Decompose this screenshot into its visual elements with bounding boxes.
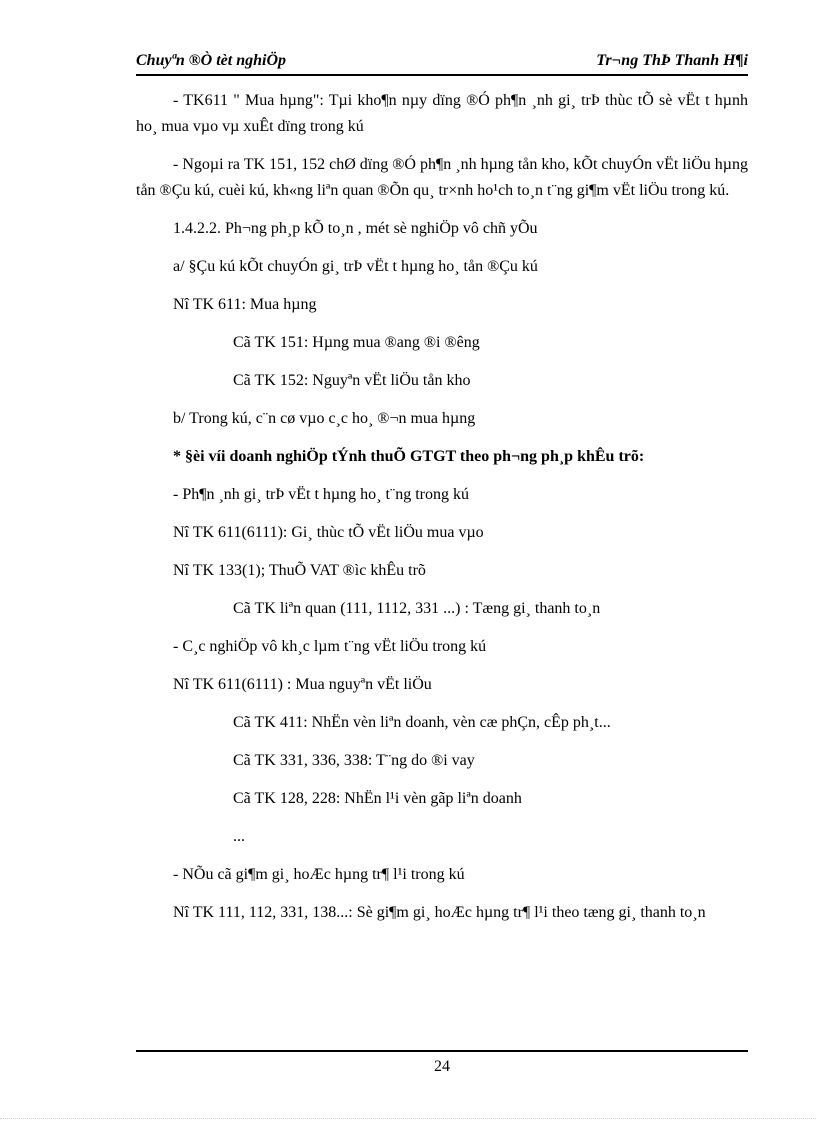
entry-credit: Cã TK 151: Hµng mua ®ang ®i ®êng: [233, 334, 480, 351]
entry-debit: Nî TK 111, 112, 331, 138...: Sè gi¶m gi¸ hoÆc hµng tr¶ l¹i theo tæng gi¸ thanh to¸n: [173, 904, 706, 921]
entry-credit: Cã TK liªn quan (111, 1112, 331 ...) : Tæng gi¸ thanh to¸n: [233, 600, 601, 617]
document-body: [136, 88, 748, 938]
paragraph-tk611: - TK611 " Mua hµng": Tµi kho¶n nµy dïng ®Ó ph¶n ¸nh gi¸ trÞ thùc tÕ sè vËt t hµnh ho¸ mua vµo vµ xuÊt dïng trong kú: [136, 92, 748, 135]
section-heading: 1.4.2.2. Ph¬ng ph¸p kÕ to¸n , mét sè nghiÖp vô chñ yÕu: [173, 220, 538, 237]
entry-debit: Nî TK 611(6111): Gi¸ thùc tÕ vËt liÖu mua vµo: [173, 524, 484, 541]
bold-heading: * §èi víi doanh nghiÖp tÝnh thuÕ GTGT theo ph¬ng ph¸p khÊu trõ:: [173, 448, 645, 465]
footer-divider: [136, 1050, 748, 1052]
entry-credit: Cã TK 128, 228: NhËn l¹i vèn gãp liªn doanh: [233, 790, 522, 807]
header-title: Chuyªn ®Ò tèt nghiÖp: [136, 52, 287, 69]
paragraph-line: - C¸c nghiÖp vô kh¸c lµm t¨ng vËt liÖu trong kú: [173, 638, 487, 655]
entry-debit: Nî TK 611: Mua hµng: [173, 296, 317, 313]
entry-debit: Nî TK 133(1); ThuÕ VAT ®ìc khÊu trõ: [173, 562, 426, 579]
entry-debit: Nî TK 611(6111) : Mua nguyªn vËt liÖu: [173, 676, 432, 693]
page-bottom-border: [0, 1118, 816, 1119]
paragraph-line: - NÕu cã gi¶m gi¸ hoÆc hµng tr¶ l¹i trong kú: [173, 866, 465, 883]
ellipsis: ...: [233, 828, 245, 845]
entry-credit: Cã TK 152: Nguyªn vËt liÖu tån kho: [233, 372, 471, 389]
page-number: 24: [434, 1058, 450, 1075]
entry-credit: Cã TK 331, 336, 338: T¨ng do ®i vay: [233, 752, 475, 769]
paragraph-line: - Ph¶n ¸nh gi¸ trÞ vËt t hµng ho¸ t¨ng trong kú: [173, 486, 470, 503]
paragraph-tk151-152: - Ngoµi ra TK 151, 152 chØ dïng ®Ó ph¶n ¸nh hµng tån kho, kÕt chuyÓn vËt liÖu hµng tån ®Çu kú, cuèi kú, kh«ng liªn quan ®Õn qu¸ tr×nh ho¹ch to¸n t¨ng gi¶m vËt liÖu trong kú.: [136, 156, 748, 199]
page-header: [136, 48, 748, 76]
item-a-heading: a/ §Çu kú kÕt chuyÓn gi¸ trÞ vËt t hµng ho¸ tån ®Çu kú: [173, 258, 538, 275]
header-author: Tr¬ng ThÞ Thanh H¶i: [596, 52, 748, 69]
entry-credit: Cã TK 411: NhËn vèn liªn doanh, vèn cæ phÇn, cÊp ph¸t...: [233, 714, 611, 731]
item-b-heading: b/ Trong kú, c¨n cø vµo c¸c ho¸ ®¬n mua hµng: [173, 410, 476, 427]
